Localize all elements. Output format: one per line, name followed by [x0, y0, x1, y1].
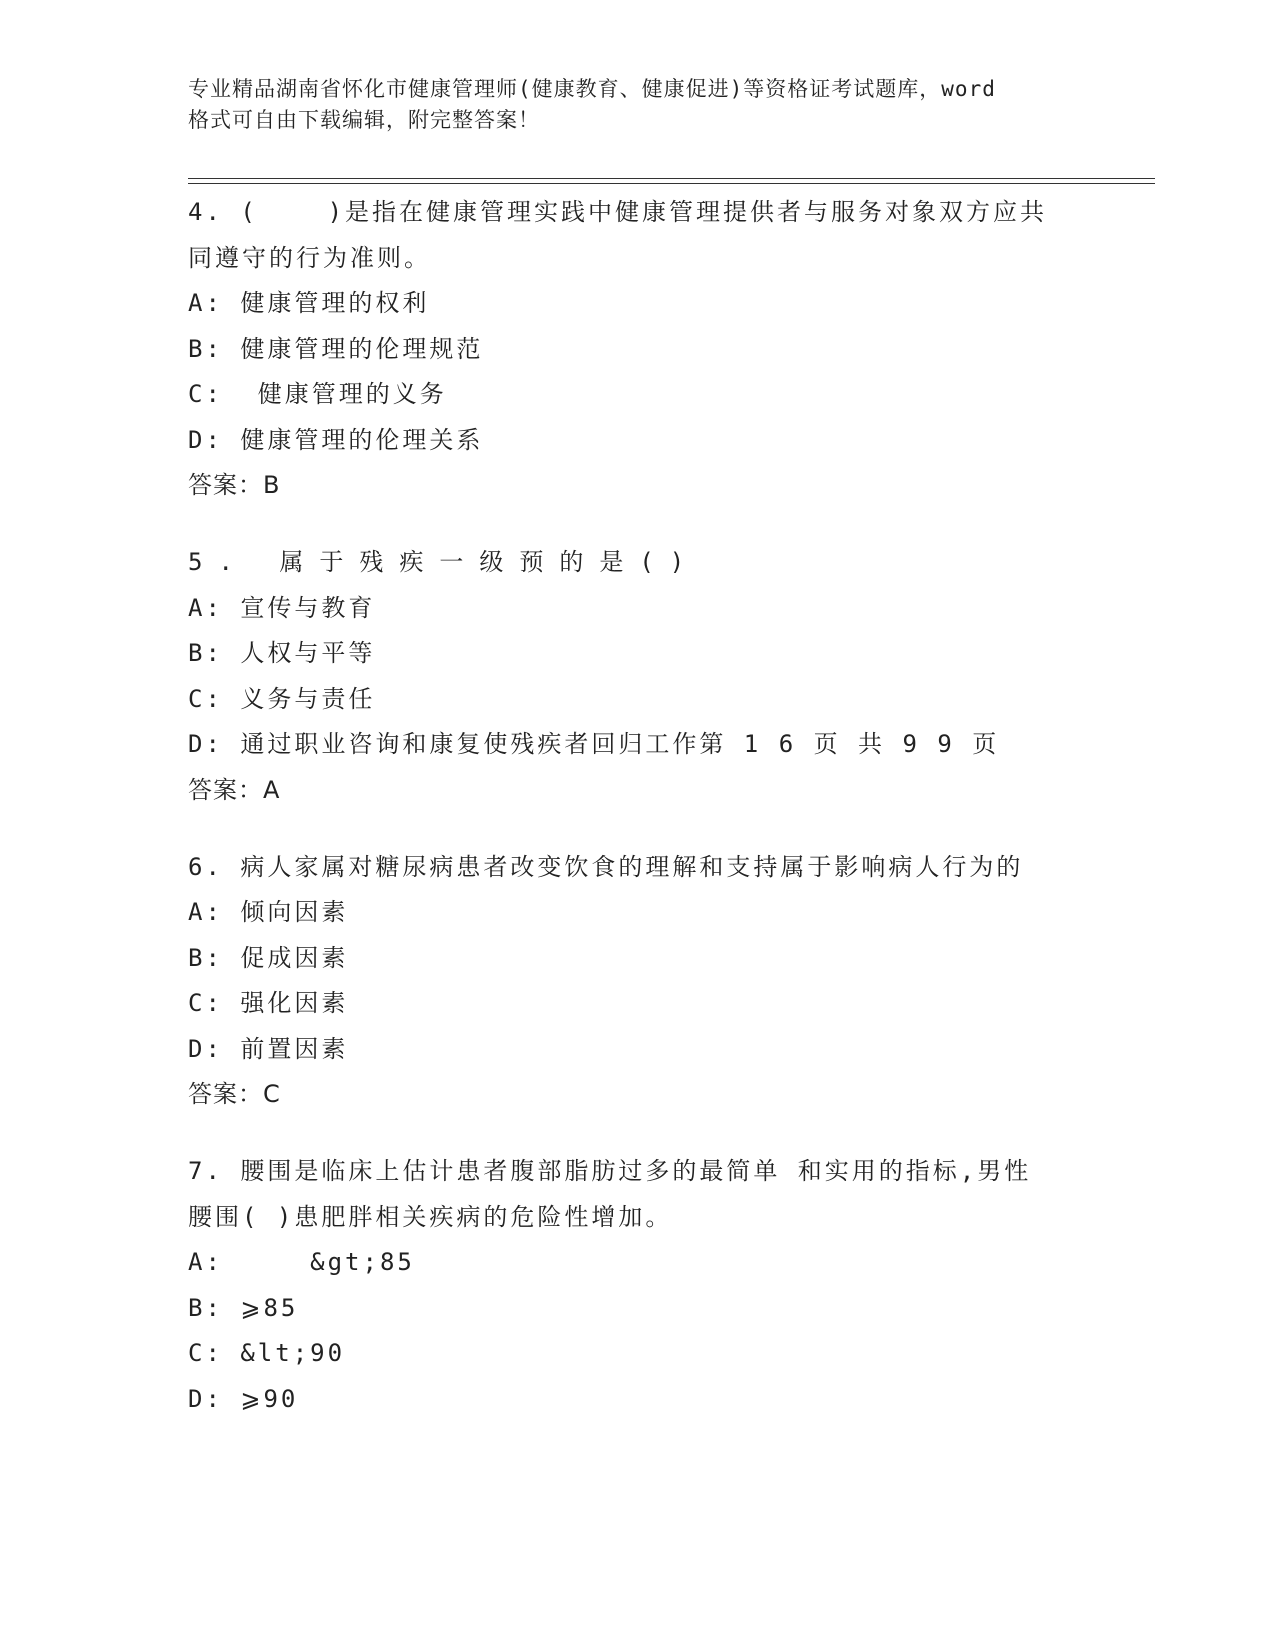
- option-d: D: 通过职业咨询和康复使残疾者回归工作第 1 6 页 共 9 9 页: [188, 730, 1000, 758]
- question-stem: 4. ( )是指在健康管理实践中健康管理提供者与服务对象双方应共: [188, 198, 1048, 226]
- question-list: [188, 190, 1088, 1454]
- option-c: C: 义务与责任: [188, 684, 376, 713]
- question-stem: 5. 属于残疾一级预的是(): [188, 548, 701, 576]
- question-7: [188, 1149, 1088, 1422]
- answer: 答案：A: [188, 775, 281, 804]
- question-stem: 同遵守的行为准则。: [188, 243, 431, 272]
- option-b: B: 促成因素: [188, 943, 349, 972]
- answer: 答案：C: [188, 1080, 281, 1108]
- question-4: [188, 190, 1088, 508]
- question-stem: 7. 腰围是临床上估计患者腹部脂肪过多的最简单 和实用的指标,男性: [188, 1157, 1032, 1185]
- question-6: [188, 845, 1088, 1118]
- option-b: B: 人权与平等: [188, 639, 376, 667]
- question-5: [188, 540, 1088, 813]
- option-a: A: 倾向因素: [188, 898, 349, 926]
- answer: 答案：B: [188, 471, 281, 499]
- option-b: B: 健康管理的伦理规范: [188, 334, 484, 363]
- question-stem: 腰围( )患肥胖相关疾病的危险性增加。: [188, 1202, 673, 1231]
- header-line-1: 专业精品湖南省怀化市健康管理师(健康教育、健康促进)等资格证考试题库，word: [188, 77, 996, 101]
- option-d: D: ⩾90: [188, 1384, 299, 1413]
- question-stem: 6. 病人家属对糖尿病患者改变饮食的理解和支持属于影响病人行为的: [188, 852, 1024, 881]
- header-line-2: 格式可自由下载编辑，附完整答案！: [188, 108, 540, 132]
- option-a: A: &gt;85: [188, 1248, 415, 1276]
- option-c: C: 健康管理的义务: [188, 380, 447, 408]
- document-header: [188, 74, 1088, 136]
- header-divider-bottom: [188, 183, 1155, 184]
- option-d: D: 健康管理的伦理关系: [188, 425, 484, 454]
- option-d: D: 前置因素: [188, 1034, 349, 1063]
- option-a: A: 宣传与教育: [188, 593, 376, 622]
- option-c: C: 强化因素: [188, 989, 349, 1017]
- option-c: C: &lt;90: [188, 1339, 346, 1367]
- option-b: B: ⩾85: [188, 1293, 299, 1322]
- option-a: A: 健康管理的权利: [188, 289, 430, 317]
- header-divider-top: [188, 178, 1155, 179]
